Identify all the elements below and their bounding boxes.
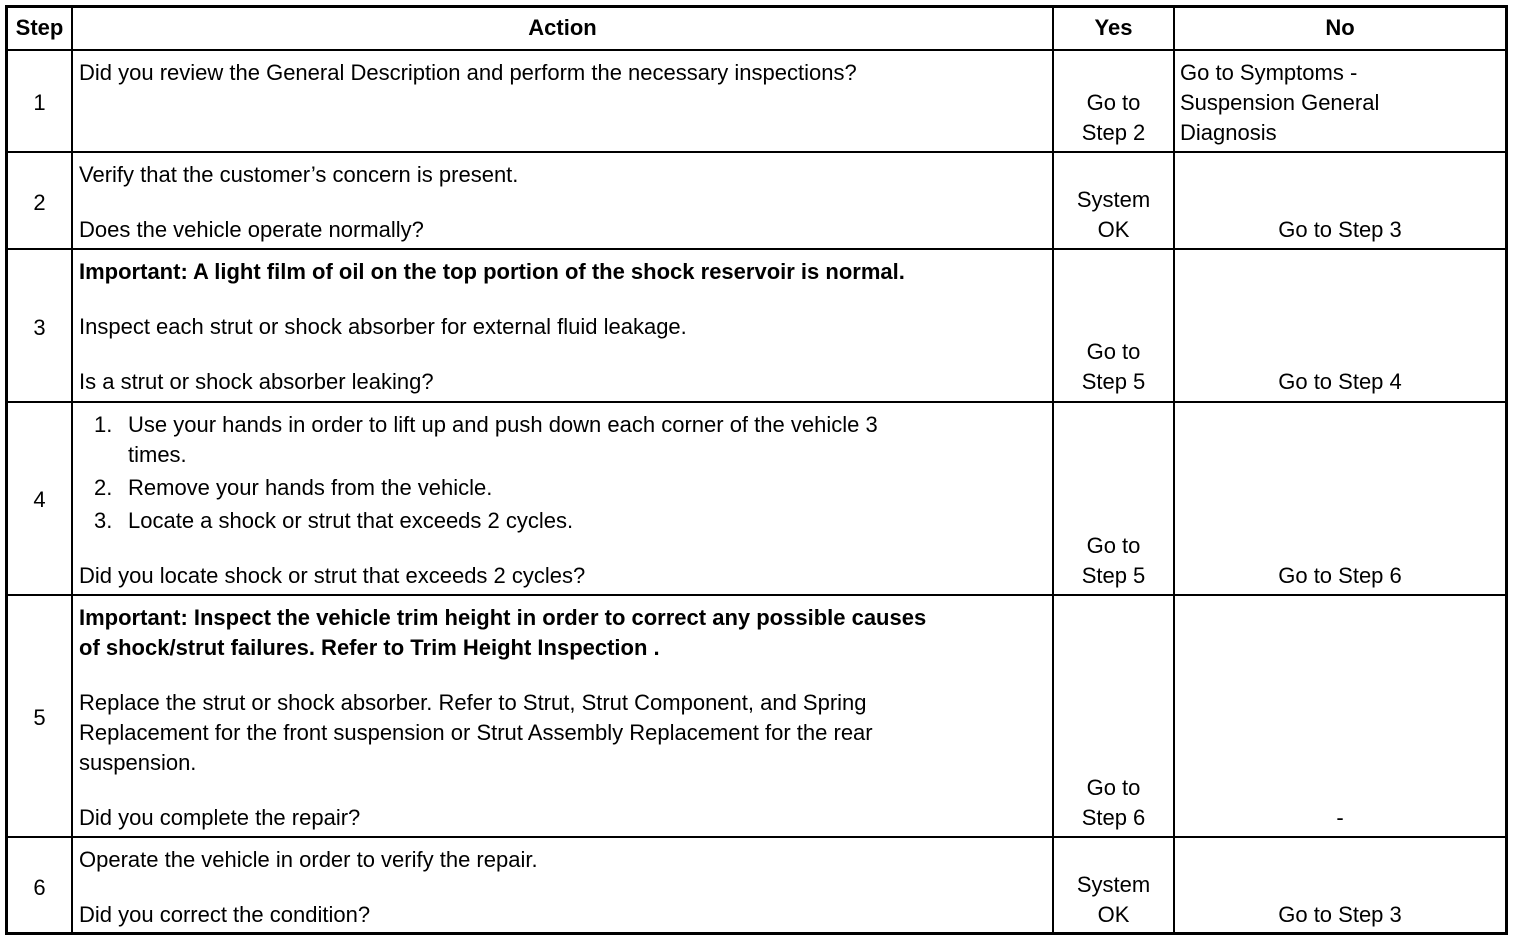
yes-text: System (1076, 872, 1151, 897)
no-text: Suspension General (1180, 90, 1380, 115)
action-question: Did you complete the repair? (79, 805, 361, 830)
step-number: 4 (33, 487, 46, 512)
action-question: Does the vehicle operate normally? (79, 217, 424, 242)
list-item: times. (128, 442, 187, 467)
step-number: 3 (33, 315, 46, 340)
yes-text: Go to (1086, 533, 1141, 558)
action-text: Operate the vehicle in order to verify the repair. (79, 847, 538, 872)
no-text: Go to Step 3 (1278, 902, 1402, 927)
action-text: Replacement for the front suspension or Strut Assembly Replacement for the rear (79, 720, 873, 745)
header-action: Action (528, 15, 597, 40)
header-no: No (1325, 15, 1355, 40)
list-item: Locate a shock or strut that exceeds 2 cycles. (128, 508, 574, 533)
yes-text: OK (1097, 217, 1130, 242)
row-divider (8, 151, 1505, 153)
list-number: 3. (94, 508, 113, 533)
no-text: Go to Symptoms - (1180, 60, 1358, 85)
action-text: Did you review the General Description and perform the necessary inspections? (79, 60, 857, 85)
yes-text: Go to (1086, 775, 1141, 800)
header-step: Step (15, 15, 64, 40)
yes-text: OK (1097, 902, 1130, 927)
yes-text: Go to (1086, 339, 1141, 364)
step-number: 6 (33, 875, 46, 900)
list-number: 1. (94, 412, 113, 437)
action-question: Did you locate shock or strut that exceeds 2 cycles? (79, 563, 586, 588)
row-divider (8, 401, 1505, 403)
important-note: of shock/strut failures. Refer to Trim Height Inspection . (79, 635, 660, 660)
important-note: Important: A light film of oil on the top portion of the shock reservoir is normal. (79, 259, 905, 284)
no-text: Go to Step 4 (1278, 369, 1402, 394)
action-text: suspension. (79, 750, 197, 775)
list-item: Remove your hands from the vehicle. (128, 475, 493, 500)
yes-text: Step 5 (1081, 369, 1146, 394)
column-divider (71, 8, 73, 932)
no-text: Diagnosis (1180, 120, 1277, 145)
row-divider (8, 836, 1505, 838)
row-divider (8, 248, 1505, 250)
row-divider (8, 49, 1505, 51)
step-number: 2 (33, 190, 46, 215)
action-text: Verify that the customer’s concern is present. (79, 162, 519, 187)
diagnostic-table (5, 5, 1508, 935)
action-text: Replace the strut or shock absorber. Refer to Strut, Strut Component, and Spring (79, 690, 867, 715)
list-number: 2. (94, 475, 113, 500)
column-divider (1173, 8, 1175, 932)
row-divider (8, 594, 1505, 596)
step-number: 1 (33, 90, 46, 115)
step-number: 5 (33, 705, 46, 730)
no-text: - (1336, 805, 1344, 830)
yes-text: Step 5 (1081, 563, 1146, 588)
header-yes: Yes (1094, 15, 1133, 40)
important-note: Important: Inspect the vehicle trim height in order to correct any possible causes (79, 605, 927, 630)
action-question: Is a strut or shock absorber leaking? (79, 369, 434, 394)
yes-text: Go to (1086, 90, 1141, 115)
action-text: Inspect each strut or shock absorber for external fluid leakage. (79, 314, 687, 339)
no-text: Go to Step 3 (1278, 217, 1402, 242)
action-question: Did you correct the condition? (79, 902, 371, 927)
yes-text: Step 2 (1081, 120, 1146, 145)
list-item: Use your hands in order to lift up and push down each corner of the vehicle 3 (128, 412, 878, 437)
no-text: Go to Step 6 (1278, 563, 1402, 588)
yes-text: Step 6 (1081, 805, 1146, 830)
yes-text: System (1076, 187, 1151, 212)
